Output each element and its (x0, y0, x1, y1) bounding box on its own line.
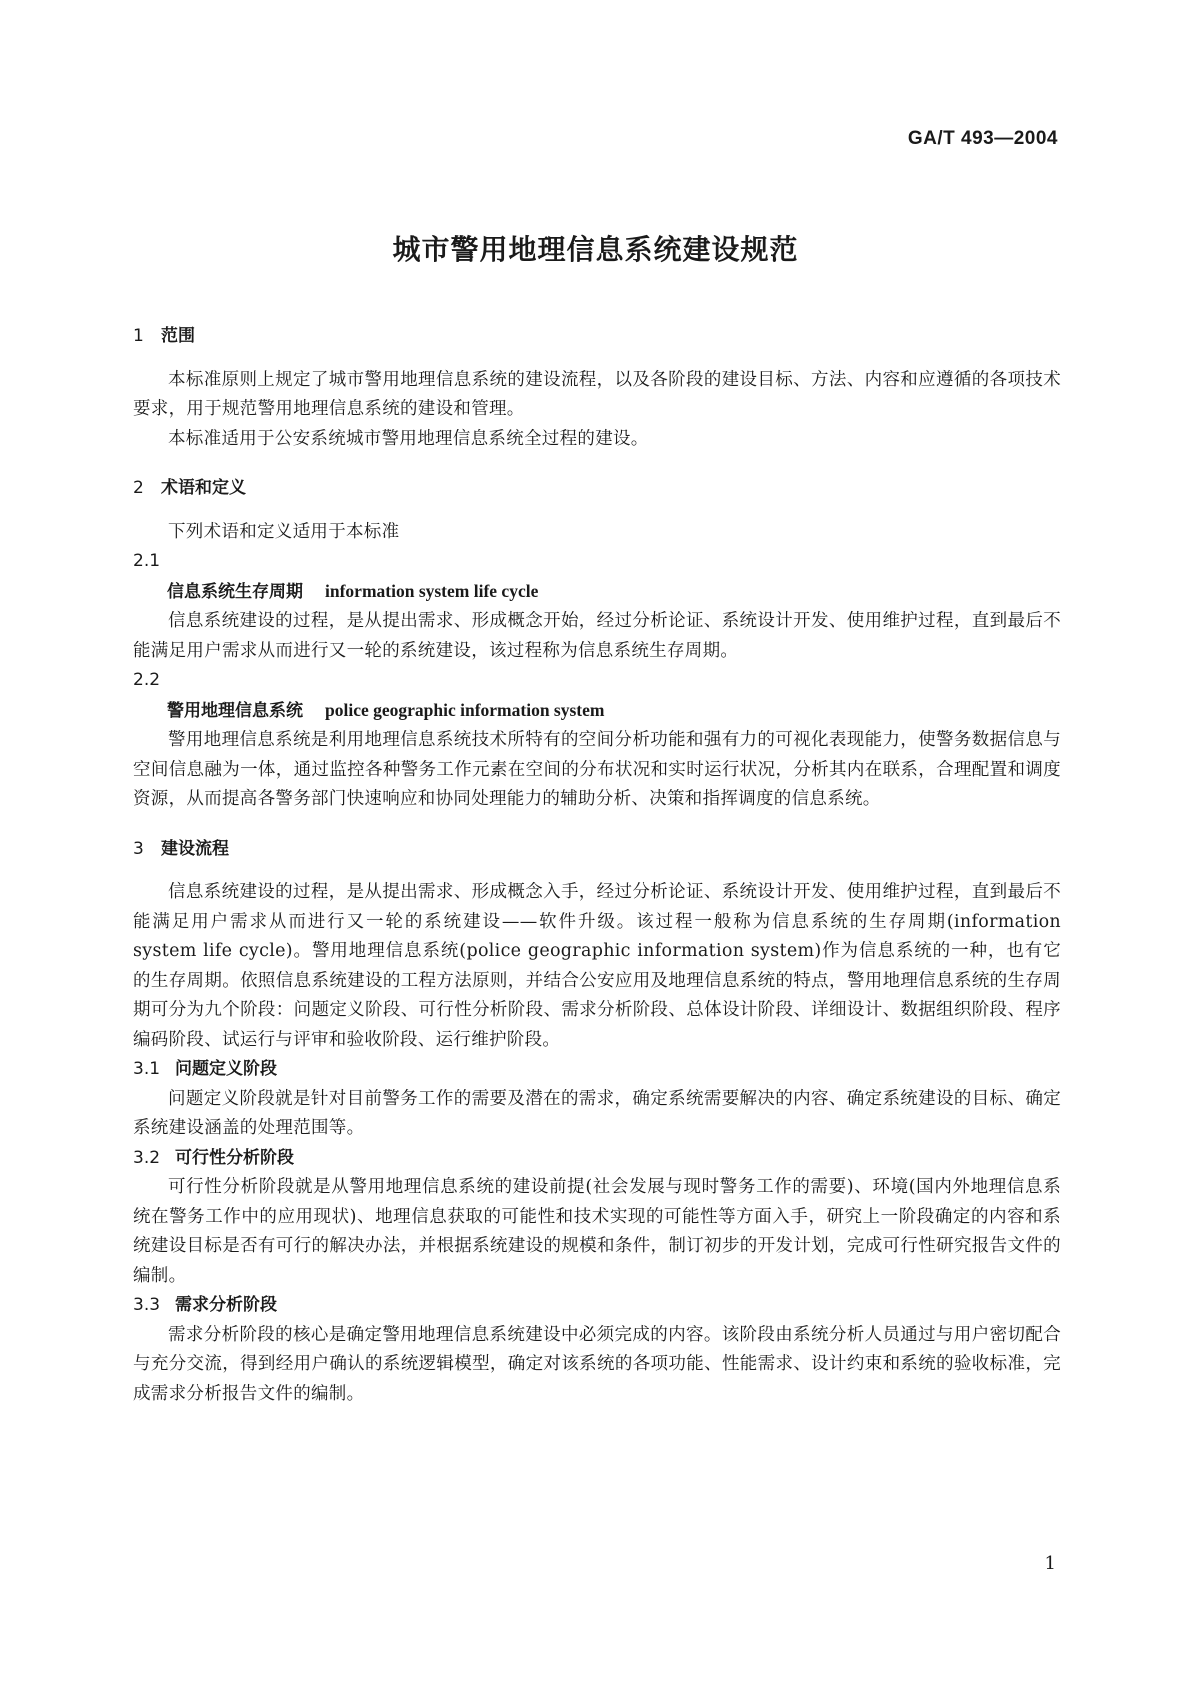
paragraph: 需求分析阶段的核心是确定警用地理信息系统建设中必须完成的内容。该阶段由系统分析人员通过与用户密切配合与充分交流，得到经用户确认的系统逻辑模型，确定对该系统的各项功能、性能需求、设计约束和系统的验收标准，完成需求分析报告文件的编制。 (133, 1324, 1061, 1404)
section-3-heading (133, 835, 1061, 865)
page-number: 1 (1044, 1553, 1056, 1574)
term-heading (133, 696, 1061, 727)
subsection-title: 需求分析阶段 (175, 1295, 277, 1315)
paragraph: 可行性分析阶段就是从警用地理信息系统的建设前提(社会发展与现时警务工作的需要)、环境(国内外地理信息系统在警务工作中的应用现状)、地理信息获取的可能性和技术实现的可能性等方面入手，研究上一阶段确定的内容和系统建设目标是否有可行的解决办法，并根据系统建设的规模和条件，制订初步的开发计划，完成可行性研究报告文件的编制。 (133, 1177, 1061, 1286)
subsection-title: 可行性分析阶段 (175, 1147, 294, 1168)
term-chinese: 信息系统生存周期 (167, 581, 303, 602)
term-number: 2.2 (133, 670, 161, 690)
term-heading (133, 577, 1061, 608)
term-number: 2.1 (133, 551, 161, 571)
term-english: police geographic information system (325, 699, 605, 720)
section-number: 1 (133, 326, 144, 346)
section-title: 建设流程 (161, 838, 229, 859)
subsection-heading (133, 1055, 1061, 1085)
section-title: 术语和定义 (161, 478, 246, 498)
document-title: 城市警用地理信息系统建设规范 (392, 233, 799, 266)
term-chinese: 警用地理信息系统 (167, 700, 303, 721)
subsection-number: 3.2 (133, 1147, 161, 1168)
paragraph: 信息系统建设的过程，是从提出需求、形成概念入手，经过分析论证、系统设计开发、使用维护过程，直到最后不能满足用户需求从而进行又一轮的系统建设——软件升级。该过程一般称为信息系统的生存周期(information system life cycle)。警用地理信息系统(police geographic information system)作为信息系统的一种，也有它的生存周期。依照信息系统建设的工程方法原则，并结合公安应用及地理信息系统的特点，警用地理信息系统的生存周期可分为九个阶段：问题定义阶段、可行性分析阶段、需求分析阶段、总体设计阶段、详细设计、数据组织阶段、程序编码阶段、试运行与评审和验收阶段、运行维护阶段。 (133, 882, 1061, 1050)
subsection-title: 问题定义阶段 (175, 1059, 277, 1079)
term-english: information system life cycle (325, 580, 539, 601)
section-number: 2 (133, 478, 144, 498)
paragraph: 本标准适用于公安系统城市警用地理信息系统全过程的建设。 (168, 428, 649, 449)
term-definition: 警用地理信息系统是利用地理信息系统技术所特有的空间分析功能和强有力的可视化表现能力，使警务数据信息与空间信息融为一体，通过监控各种警务工作元素在空间的分布状况和实时运行状况，分析其内在联系，合理配置和调度资源，从而提高各警务部门快速响应和协同处理能力的辅助分析、决策和指挥调度的信息系统。 (133, 730, 1061, 809)
section-2-heading (133, 474, 1061, 504)
section-number: 3 (133, 838, 144, 859)
subsection-heading (133, 1144, 1061, 1174)
subsection-number: 3.1 (133, 1059, 161, 1079)
section-1-heading (133, 322, 1061, 352)
standard-code: GA/T 493—2004 (907, 128, 1058, 149)
section-title: 范围 (161, 326, 195, 346)
paragraph: 问题定义阶段就是针对目前警务工作的需要及潜在的需求，确定系统需要解决的内容、确定系统建设的目标、确定系统建设涵盖的处理范围等。 (133, 1088, 1061, 1138)
document-body (133, 322, 1061, 1409)
paragraph: 下列术语和定义适用于本标准 (168, 521, 400, 542)
paragraph: 本标准原则上规定了城市警用地理信息系统的建设流程，以及各阶段的建设目标、方法、内容和应遵循的各项技术要求，用于规范警用地理信息系统的建设和管理。 (133, 369, 1061, 419)
subsection-number: 3.3 (133, 1295, 161, 1315)
subsection-heading (133, 1291, 1061, 1321)
term-definition: 信息系统建设的过程，是从提出需求、形成概念开始，经过分析论证、系统设计开发、使用维护过程，直到最后不能满足用户需求从而进行又一轮的系统建设，该过程称为信息系统生存周期。 (133, 611, 1061, 661)
